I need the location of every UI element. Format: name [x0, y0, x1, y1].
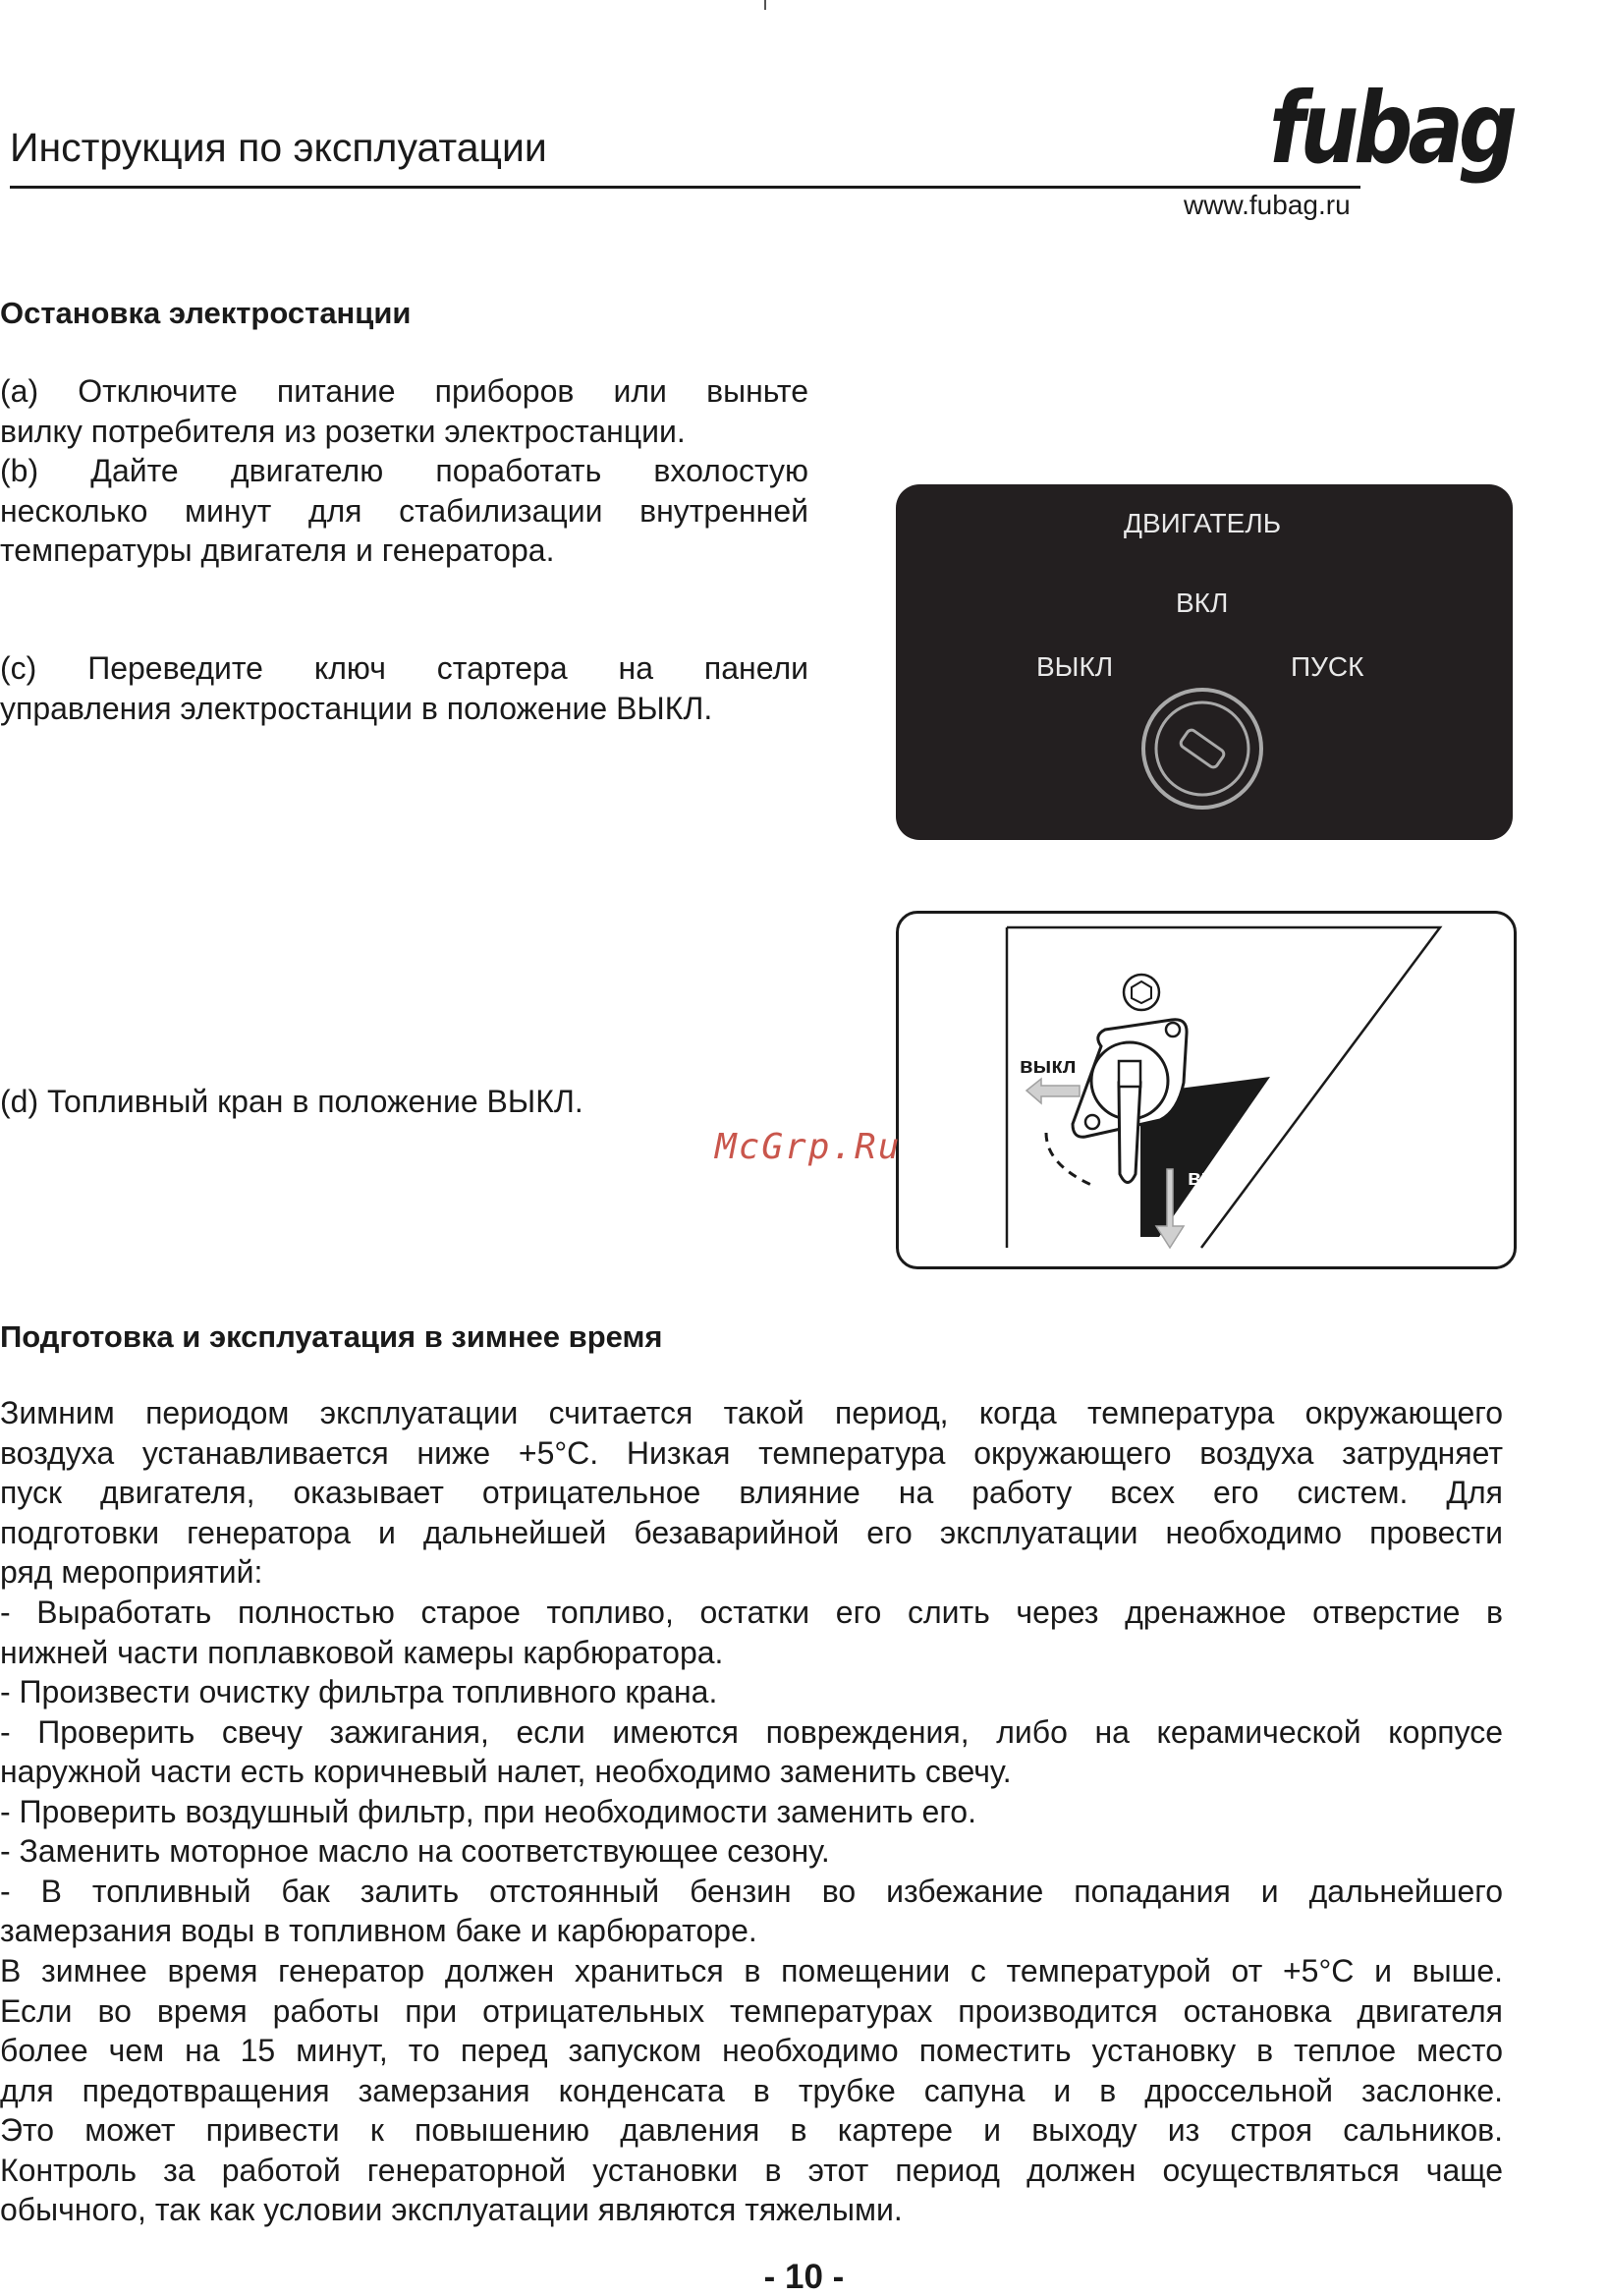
list-item: - Выработать полностью старое топливо, остатки его слить через дренажное отверстие в	[0, 1595, 1503, 1630]
list-item: - Заменить моторное масло на соответствующее сезону.	[0, 1833, 830, 1869]
winter-intro-line: подготовки генератора и дальнейшей безаварийной его эксплуатации необходимо провести	[0, 1514, 1503, 1550]
step-b-line-3: температуры двигателя и генератора.	[0, 532, 555, 568]
list-item: - Произвести очистку фильтра топливного крана.	[0, 1674, 718, 1709]
winter-intro-line: Зимним периодом эксплуатации считается такой период, когда температура окружающего	[0, 1395, 1503, 1430]
winter-closing-line: обычного, так как условии эксплуатации являются тяжелыми.	[0, 2192, 903, 2227]
label-engine: ДВИГАТЕЛЬ	[1124, 508, 1282, 538]
label-start: ПУСК	[1291, 651, 1364, 682]
fubag-logo	[1267, 69, 1518, 201]
ignition-key-icon	[1137, 684, 1267, 813]
winter-closing-line: для предотвращения замерзания конденсата в трубке сапуна и в дроссельной заслонке.	[0, 2072, 1503, 2108]
label-valve-off: выкл	[1020, 1053, 1077, 1078]
winter-intro	[0, 1393, 1503, 1593]
list-item: - В топливный бак залить отстоянный бензин во избежание попадания и дальнейшего	[0, 1873, 1503, 1909]
winter-closing-line: В зимнее время генератор должен храниться в помещении с температурой от +5°С и выше.	[0, 1953, 1503, 1988]
step-a-line-1: (a) Отключите питание приборов или выньте	[0, 373, 808, 409]
winter-intro-line: пуск двигателя, оказывает отрицательное влияние на работу всех его систем. Для	[0, 1475, 1503, 1510]
valve-bolt-icon	[1124, 975, 1159, 1010]
winter-checklist	[0, 1593, 1503, 1951]
step-b-line-1: (b) Дайте двигателю поработать вхолостую	[0, 453, 808, 488]
header-divider	[10, 186, 1360, 189]
winter-closing-line: Это может привести к повышению давления в картере и выходу из строя сальников.	[0, 2112, 1503, 2148]
page-number: - 10 -	[763, 2258, 845, 2296]
arrow-off-icon	[1026, 1079, 1080, 1103]
list-item-continued: замерзания воды в топливном баке и карбюраторе.	[0, 1913, 757, 1948]
svg-text:fubag: fubag	[1269, 71, 1516, 186]
winter-closing-line: Контроль за работой генераторной установки в этот период должен осуществляться чаще	[0, 2152, 1503, 2188]
step-c-line-2: управления электростанции в положение ВЫКЛ.	[0, 690, 713, 726]
section-heading-winter: Подготовка и эксплуатация в зимнее время	[0, 1319, 663, 1354]
label-on: ВКЛ	[1176, 588, 1229, 618]
list-item-continued: наружной части есть коричневый налет, необходимо заменить свечу.	[0, 1754, 1012, 1789]
winter-closing-line: более чем на 15 минут, то перед запуском необходимо поместить установку в теплое место	[0, 2033, 1503, 2068]
step-c	[0, 648, 808, 728]
rotation-path-icon	[1046, 1133, 1091, 1185]
winter-intro-line: ряд мероприятий:	[0, 1554, 263, 1590]
step-d: (d) Топливный кран в положение ВЫКЛ.	[0, 1084, 583, 1119]
document-title: Инструкция по эксплуатации	[10, 125, 547, 170]
step-b-line-2: несколько минут для стабилизации внутренней	[0, 492, 808, 529]
winter-intro-line: воздуха устанавливается ниже +5°С. Низкая температура окружающего воздуха затрудняет	[0, 1434, 1503, 1471]
winter-closing	[0, 1951, 1503, 2230]
step-c-line-1: (c) Переведите ключ стартера на панели	[0, 650, 808, 686]
fuel-valve-figure	[896, 911, 1517, 1269]
section-heading-stop: Остановка электростанции	[0, 296, 412, 330]
fuel-valve-diagram	[899, 914, 1514, 1266]
list-item: - Проверить воздушный фильтр, при необходимости заменить его.	[0, 1793, 976, 1829]
watermark: McGrp.Ru	[715, 1127, 902, 1167]
label-valve-on: вкл	[1188, 1165, 1226, 1190]
winter-closing-line: Если во время работы при отрицательных температурах производится остановка двигателя	[0, 1992, 1503, 2029]
starter-key-panel-figure	[896, 484, 1513, 840]
step-b	[0, 451, 808, 571]
step-a	[0, 371, 808, 451]
step-a-line-2: вилку потребителя из розетки электростанции.	[0, 413, 686, 449]
label-off: ВЫКЛ	[1036, 651, 1114, 682]
list-item: - Проверить свечу зажигания, если имеются повреждения, либо на керамической корпусе	[0, 1713, 1503, 1750]
page-mark	[764, 0, 766, 10]
list-item-continued: нижней части поплавковой камеры карбюратора.	[0, 1634, 724, 1670]
website-url: www.fubag.ru	[1184, 190, 1351, 220]
